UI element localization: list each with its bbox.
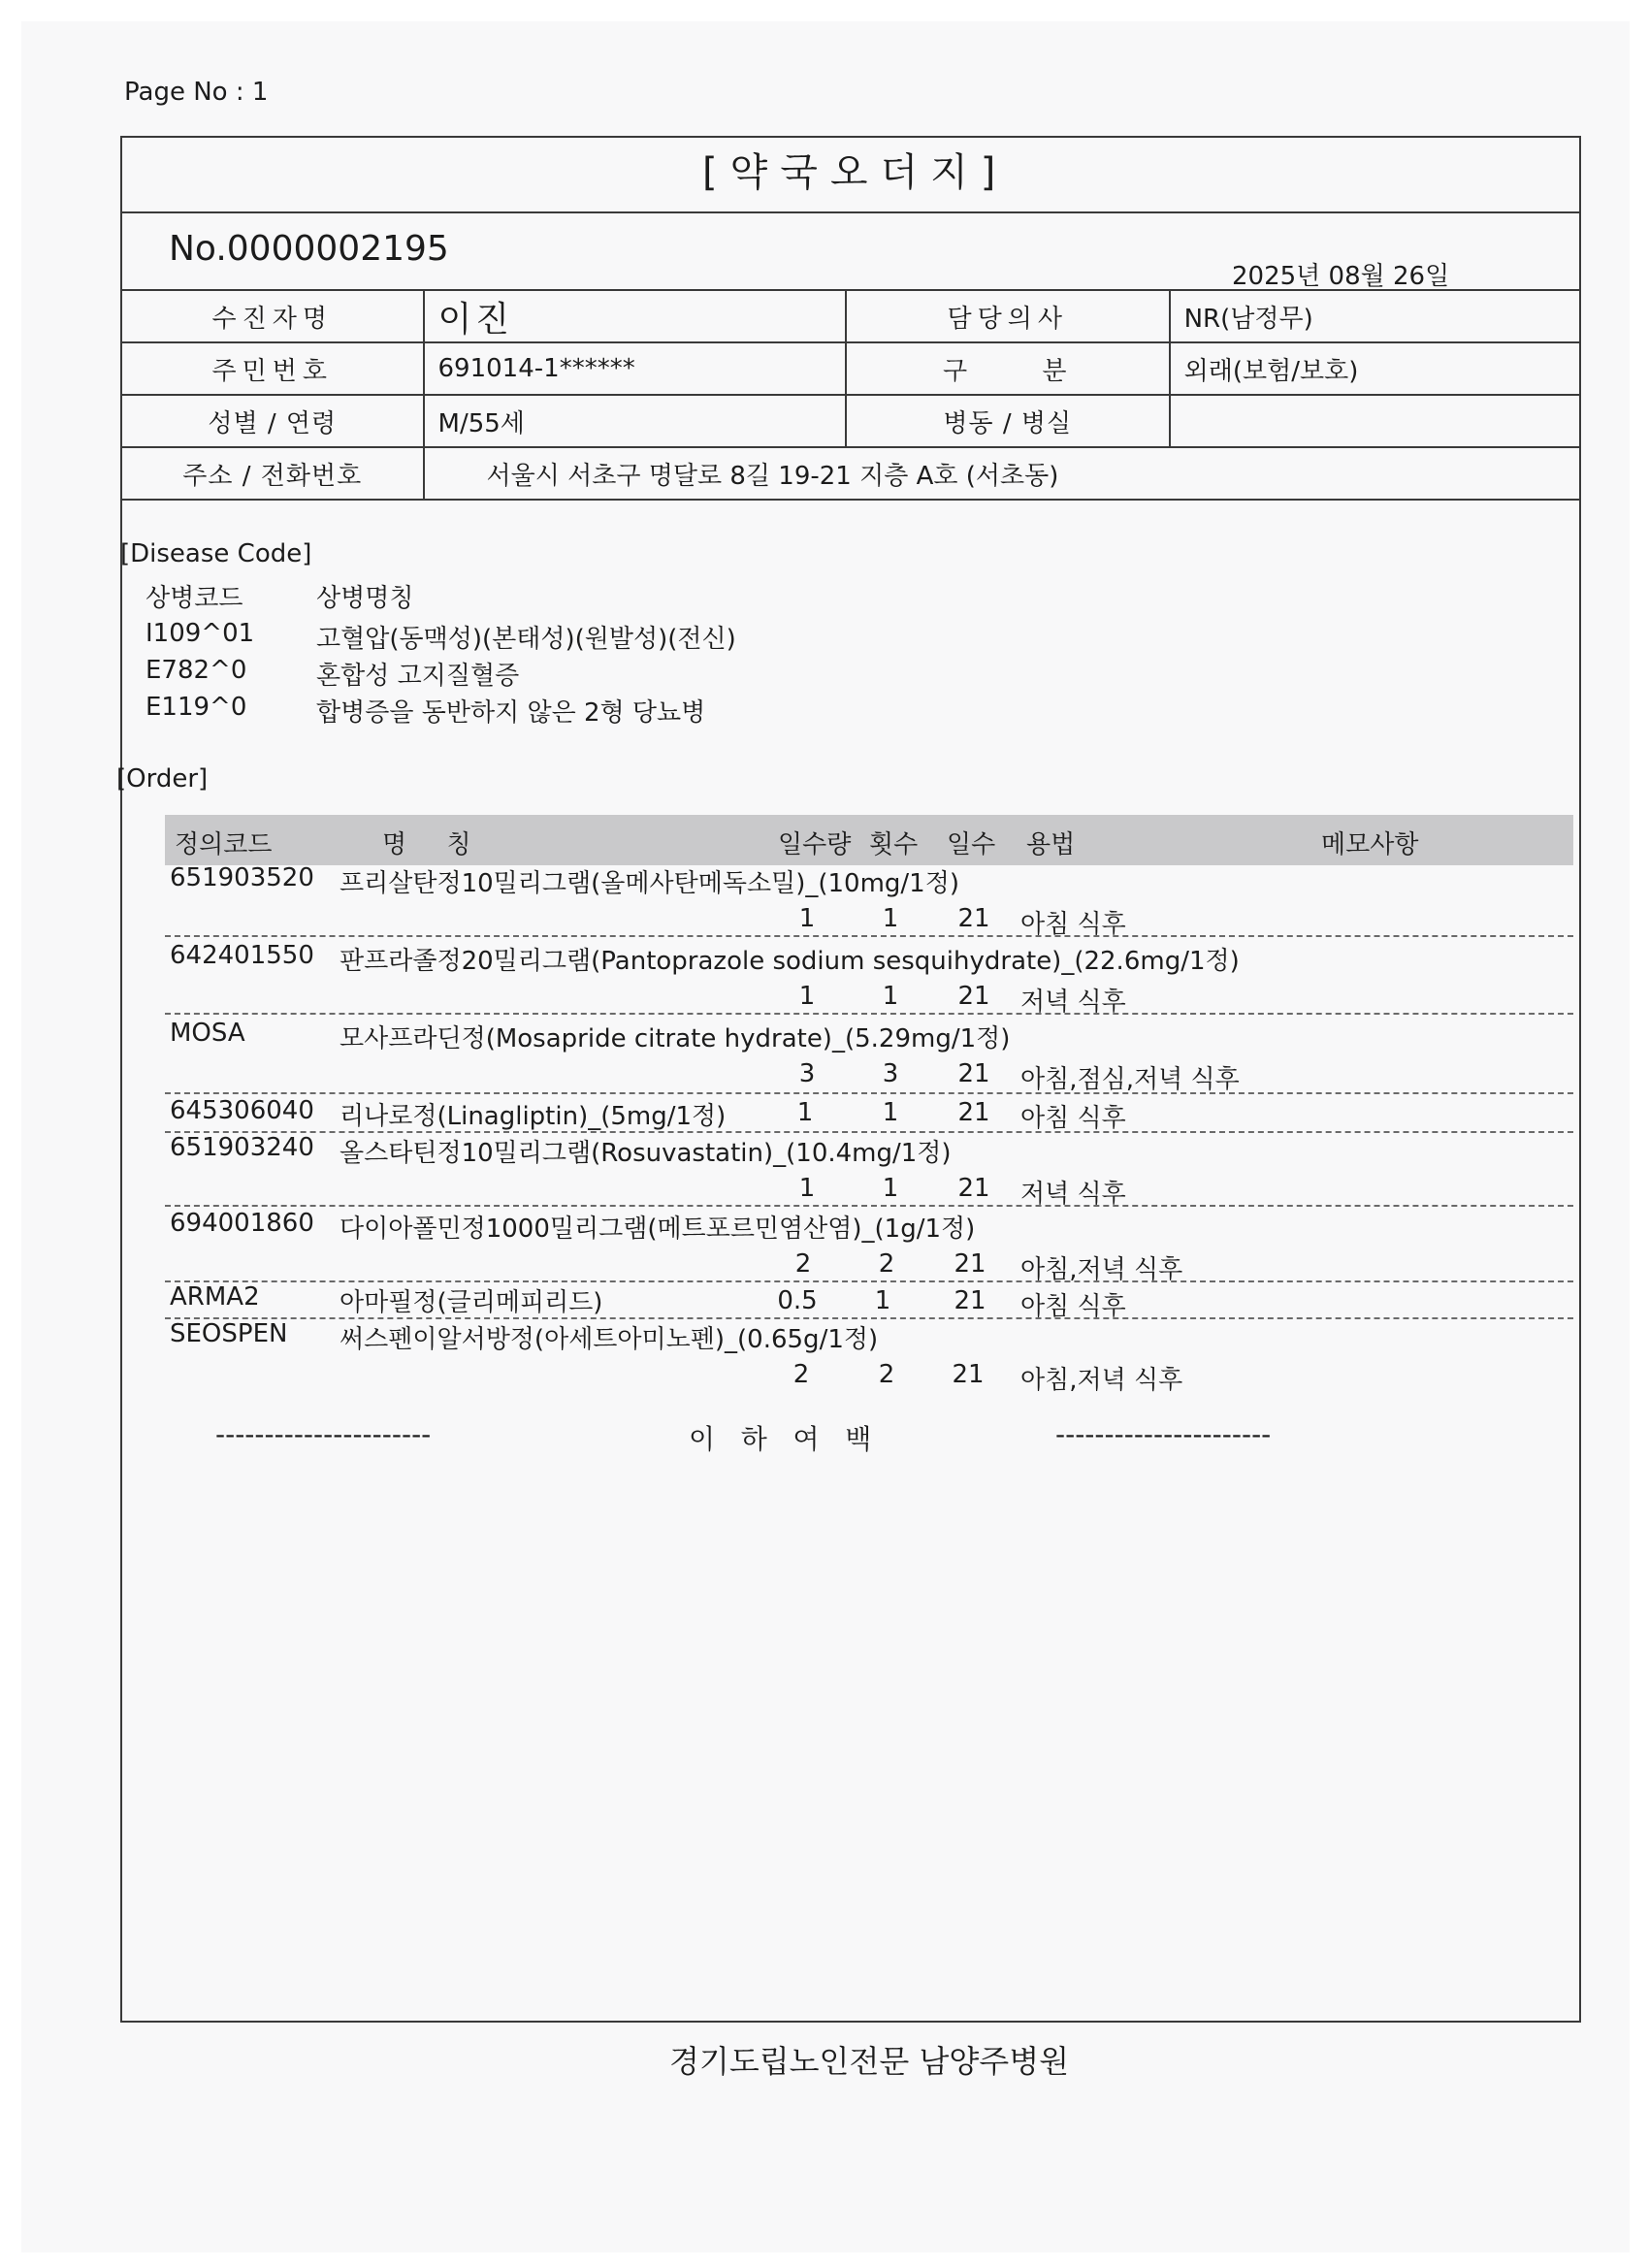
order-item-usage: 아침 식후: [1020, 1104, 1126, 1133]
order-item-days: 21: [957, 982, 990, 1011]
order-item-name: 판프라졸정20밀리그램(Pantoprazole sodium sesquihydrate)_(22.6mg/1정): [340, 947, 1240, 976]
order-item-days: 21: [954, 1286, 986, 1315]
order-item-usage: 아침 식후: [1020, 1292, 1126, 1321]
order-col-qty: 일수량: [778, 830, 852, 859]
order-item-qty: 2: [794, 1249, 812, 1279]
address-label: 주소 / 전화번호: [121, 447, 424, 500]
order-item-qty: 1: [798, 982, 816, 1011]
order-item-days: 21: [952, 1360, 985, 1389]
order-item-usage: 아침,저녁 식후: [1020, 1366, 1183, 1395]
patient-name: 이진: [437, 299, 514, 340]
disease-code: E782^0: [146, 656, 247, 685]
order-item-qty: 3: [798, 1059, 816, 1088]
order-item-days: 21: [957, 1059, 990, 1088]
patient-row-sex-age: [121, 395, 1580, 447]
order-row-divider: [165, 1092, 1573, 1094]
order-item-times: 2: [878, 1360, 895, 1389]
disease-code: I109^01: [146, 619, 255, 648]
doctor-value: NR(남정무): [1170, 290, 1580, 342]
sex-age-label: 성별 / 연령: [121, 395, 424, 447]
order-col-name: 명 칭: [382, 830, 471, 859]
hospital-name: 경기도립노인전문 남양주병원: [669, 2043, 1070, 2080]
disease-section-title: [Disease Code]: [120, 539, 312, 568]
order-item-times: 1: [874, 1286, 891, 1315]
ward-label: 병동 / 병실: [846, 395, 1170, 447]
order-item-name: 프리살탄정10밀리그램(올메사탄메독소밀)_(10mg/1정): [340, 869, 959, 898]
order-col-times: 횟수: [869, 830, 919, 859]
order-item-code: 642401550: [170, 941, 314, 970]
order-col-days: 일수: [947, 830, 996, 859]
order-item-usage: 저녁 식후: [1020, 988, 1126, 1017]
document-title: [약국오더지]: [702, 150, 1009, 195]
order-item-times: 1: [882, 1098, 899, 1127]
end-dashes-left: ----------------------: [215, 1418, 432, 1450]
order-item-qty: 1: [796, 1098, 814, 1127]
patient-row-name: [121, 290, 1580, 342]
disease-name: 혼합성 고지질혈증: [316, 662, 520, 691]
disease-col-name: 상병명칭: [316, 584, 414, 613]
order-item-name: 아마필정(글리메피리드): [340, 1288, 603, 1317]
order-item-times: 3: [882, 1059, 899, 1088]
order-col-usage: 용법: [1026, 830, 1076, 859]
doctor-label: 담당의사: [846, 290, 1170, 342]
order-item-qty: 2: [792, 1360, 810, 1389]
order-item-usage: 아침,저녁 식후: [1020, 1255, 1183, 1284]
order-item-times: 2: [878, 1249, 895, 1279]
order-item-days: 21: [957, 1174, 990, 1203]
rrn-label: 주민번호: [121, 342, 424, 395]
disease-name: 합병증을 동반하지 않은 2형 당뇨병: [316, 698, 706, 728]
patient-info-table: [120, 289, 1581, 501]
order-item-name: 다이아폴민정1000밀리그램(메트포르민염산염)_(1g/1정): [340, 1215, 976, 1244]
order-item-code: 651903520: [170, 863, 314, 892]
visit-type-label: 구 분: [846, 342, 1170, 395]
order-item-name: 써스펜이알서방정(아세트아미노펜)_(0.65g/1정): [340, 1325, 879, 1354]
address-value: 서울시 서초구 명달로 8길 19-21 지층 A호 (서초동): [424, 447, 1580, 500]
order-item-times: 1: [882, 904, 899, 933]
order-header-row: [165, 815, 1573, 865]
order-item-code: 694001860: [170, 1209, 314, 1238]
order-item-days: 21: [954, 1249, 986, 1279]
end-of-list-text: 이 하 여 백: [689, 1423, 872, 1455]
order-item-code: ARMA2: [170, 1282, 260, 1312]
title-divider: [120, 211, 1581, 213]
patient-name-label: 수진자명: [121, 290, 424, 342]
order-item-qty: 1: [798, 904, 816, 933]
order-col-memo: 메모사항: [1321, 830, 1419, 859]
order-item-code: 645306040: [170, 1096, 314, 1125]
issue-date: 2025년 08월 26일: [1232, 262, 1450, 291]
order-item-days: 21: [957, 904, 990, 933]
order-item-name: 올스타틴정10밀리그램(Rosuvastatin)_(10.4mg/1정): [340, 1139, 952, 1168]
order-item-usage: 아침,점심,저녁 식후: [1020, 1065, 1240, 1094]
order-item-usage: 아침 식후: [1020, 910, 1126, 939]
order-item-name: 모사프라딘정(Mosapride citrate hydrate)_(5.29mg/1정): [340, 1024, 1011, 1053]
order-section-title: [Order]: [116, 764, 209, 794]
disease-code: E119^0: [146, 693, 247, 722]
order-row-divider: [165, 1013, 1573, 1015]
patient-row-address: [121, 447, 1580, 500]
order-item-qty: 0.5: [777, 1286, 818, 1315]
end-dashes-right: ----------------------: [1055, 1418, 1272, 1450]
order-row-divider: [165, 1205, 1573, 1207]
visit-type-value: 외래(보험/보호): [1170, 342, 1580, 395]
order-item-times: 1: [882, 1174, 899, 1203]
order-row-divider: [165, 935, 1573, 937]
disease-name: 고혈압(동맥성)(본태성)(원발성)(전신): [316, 625, 736, 654]
order-item-code: 651903240: [170, 1133, 314, 1162]
order-col-code: 정의코드: [175, 830, 273, 859]
document-number: No.0000002195: [169, 229, 449, 269]
rrn-value: 691014-1******: [424, 342, 846, 395]
order-item-name: 리나로정(Linagliptin)_(5mg/1정): [340, 1102, 727, 1131]
sex-age-value: M/55세: [424, 395, 846, 447]
page-number: Page No : 1: [124, 78, 269, 107]
patient-row-rrn: [121, 342, 1580, 395]
order-item-usage: 저녁 식후: [1020, 1180, 1126, 1209]
order-item-qty: 1: [798, 1174, 816, 1203]
order-item-times: 1: [882, 982, 899, 1011]
order-item-code: MOSA: [170, 1019, 245, 1048]
order-item-days: 21: [957, 1098, 990, 1127]
disease-col-code: 상병코드: [146, 584, 243, 613]
order-item-code: SEOSPEN: [170, 1319, 288, 1348]
ward-value: [1170, 395, 1580, 447]
